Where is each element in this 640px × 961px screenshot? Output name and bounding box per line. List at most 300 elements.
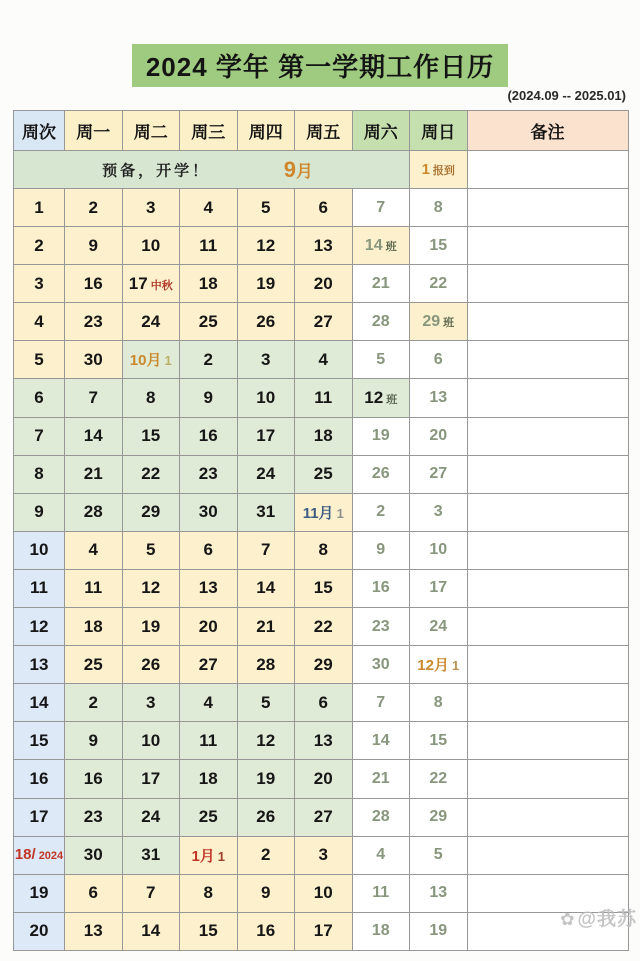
cell-text: 5 [146, 540, 156, 560]
week-row [14, 836, 629, 874]
day-cell [295, 836, 353, 874]
week-row [14, 303, 629, 341]
cell-text: 21 [256, 616, 276, 636]
day-cell [237, 341, 295, 379]
cell-text: 25 [198, 807, 218, 827]
column-header-周日: 周日 [410, 111, 468, 151]
day-cell [352, 189, 410, 227]
day-cell [180, 608, 238, 646]
cell-text: 27 [313, 807, 333, 827]
day-cell [180, 341, 238, 379]
month-banner [14, 151, 410, 189]
cell-text: 6 [203, 540, 213, 560]
week-number-cell [14, 760, 65, 798]
banner-month-number: 9 [283, 156, 297, 182]
cell-text: 20 [29, 921, 49, 941]
day-cell [295, 760, 353, 798]
day-cell [410, 265, 468, 303]
cell-text: 23 [83, 807, 103, 827]
cell-text: 21 [83, 464, 103, 484]
cell-text: 中秋 [150, 279, 173, 292]
column-header-周六: 周六 [352, 111, 410, 151]
day-cell [295, 455, 353, 493]
cell-text: 28 [371, 808, 390, 826]
cell-text: 14 [29, 692, 49, 712]
day-cell [352, 798, 410, 836]
cell-text: 27 [313, 311, 333, 331]
cell-text: 24 [256, 464, 276, 484]
cell-text: 9 [34, 502, 44, 522]
day-cell [352, 531, 410, 569]
note-cell [467, 608, 628, 646]
day-cell [237, 379, 295, 417]
cell-text: 11月 [302, 504, 334, 522]
week-row [14, 608, 629, 646]
day-cell [295, 189, 353, 227]
day-cell [410, 341, 468, 379]
week-number-cell [14, 722, 65, 760]
day-cell [122, 874, 180, 912]
week-row [14, 646, 629, 684]
day-cell [65, 455, 123, 493]
cell-text: 3 [34, 273, 44, 293]
cell-text: 8 [146, 388, 156, 408]
cell-text: 14 [256, 578, 276, 598]
cell-text: 10 [141, 235, 161, 255]
cell-text: 3 [433, 503, 443, 521]
day-cell [410, 379, 468, 417]
cell-text: 9 [88, 730, 98, 750]
day-cell [352, 341, 410, 379]
day-cell [237, 798, 295, 836]
cell-text: 19 [29, 883, 49, 903]
week-row [14, 493, 629, 531]
date-range: (2024.09 -- 2025.01) [507, 88, 626, 103]
cell-text: 10 [313, 883, 333, 903]
day-cell [180, 455, 238, 493]
day-cell [410, 227, 468, 265]
week-number-cell [14, 912, 65, 950]
day-cell [295, 874, 353, 912]
cell-text: 7 [261, 540, 271, 560]
week-row [14, 722, 629, 760]
day-cell [237, 684, 295, 722]
cell-text: 7 [146, 883, 156, 903]
cell-text: 5 [433, 846, 443, 864]
day-cell [352, 684, 410, 722]
cell-text: 23 [83, 311, 103, 331]
cell-text: 22 [141, 464, 161, 484]
cell-text: 18 [198, 273, 218, 293]
cell-text: 13 [83, 921, 103, 941]
cell-text: 30 [83, 845, 103, 865]
week-row [14, 569, 629, 607]
cell-text: 9 [203, 388, 213, 408]
day-cell [352, 379, 410, 417]
header-row [14, 111, 629, 151]
day-cell [180, 531, 238, 569]
day-cell [122, 760, 180, 798]
cell-text: 1 [336, 505, 344, 521]
cell-text: 8 [34, 464, 44, 484]
day-cell [237, 455, 295, 493]
day-cell [122, 265, 180, 303]
day-cell [237, 836, 295, 874]
week-number-cell [14, 455, 65, 493]
week-number-cell [14, 303, 65, 341]
day-cell [295, 265, 353, 303]
day-cell [237, 531, 295, 569]
day-cell [65, 265, 123, 303]
note-cell [467, 151, 628, 189]
day-cell [65, 417, 123, 455]
cell-text: 29 [429, 808, 448, 826]
cell-text: 12月 [417, 657, 449, 675]
day-cell [237, 760, 295, 798]
cell-text: 4 [203, 692, 213, 712]
cell-text: 31 [256, 502, 276, 522]
note-cell [467, 684, 628, 722]
column-header-周三: 周三 [180, 111, 238, 151]
cell-text: 1 [217, 848, 226, 864]
cell-text: 21 [371, 274, 390, 292]
week-row [14, 341, 629, 379]
day-cell [352, 227, 410, 265]
cell-text: 16 [29, 768, 49, 788]
note-cell [467, 531, 628, 569]
cell-text: 6 [433, 350, 443, 368]
cell-text: 24 [141, 311, 161, 331]
note-cell [467, 569, 628, 607]
day-cell [237, 608, 295, 646]
column-header-周四: 周四 [237, 111, 295, 151]
cell-text: 7 [376, 198, 386, 216]
day-cell [295, 646, 353, 684]
cell-text: 11 [314, 388, 333, 408]
cell-text: 27 [429, 465, 448, 483]
day-cell [65, 189, 123, 227]
title-wrap [0, 44, 640, 87]
cell-text: 1 [451, 658, 460, 674]
cell-text: 15 [429, 236, 448, 254]
page-title: 2024 学年 第一学期工作日历 [132, 44, 508, 87]
day-cell [237, 722, 295, 760]
cell-text: 1 [34, 197, 44, 217]
column-header-备注: 备注 [467, 111, 628, 151]
day-cell [295, 379, 353, 417]
cell-text: 14 [364, 236, 383, 254]
cell-text: 16 [371, 579, 390, 597]
day-cell [237, 189, 295, 227]
day-cell [65, 684, 123, 722]
note-cell [467, 303, 628, 341]
day-cell [352, 303, 410, 341]
day-cell [295, 722, 353, 760]
cell-text: 1 [164, 353, 172, 369]
cell-text: 10 [429, 541, 448, 559]
day-cell [352, 836, 410, 874]
cell-text: 13 [198, 578, 218, 598]
cell-text: 22 [429, 274, 448, 292]
cell-text: 22 [429, 769, 448, 787]
day-cell [65, 798, 123, 836]
note-cell [467, 798, 628, 836]
day-cell [180, 569, 238, 607]
cell-text: 班 [386, 394, 398, 407]
cell-text: 13 [429, 389, 448, 407]
week-number-cell [14, 646, 65, 684]
cell-text: 报到 [432, 164, 455, 177]
week-number-cell [14, 493, 65, 531]
day-cell [410, 189, 468, 227]
day-cell [237, 303, 295, 341]
day-cell [180, 646, 238, 684]
day-cell [122, 341, 180, 379]
cell-text: 17 [128, 273, 148, 293]
day-cell [410, 608, 468, 646]
cell-text: 12 [29, 616, 49, 636]
day-cell [237, 417, 295, 455]
cell-text: 15 [429, 731, 448, 749]
day-cell [65, 493, 123, 531]
day-cell [410, 912, 468, 950]
day-cell [352, 760, 410, 798]
day-cell [180, 303, 238, 341]
week-row [14, 265, 629, 303]
cell-text: 1月 [191, 847, 215, 865]
cell-text: 8 [433, 198, 443, 216]
day-cell [122, 303, 180, 341]
day-cell [237, 874, 295, 912]
cell-text: 18 [198, 768, 218, 788]
day-cell [352, 912, 410, 950]
note-cell [467, 836, 628, 874]
week-row [14, 455, 629, 493]
cell-text: 17 [141, 768, 161, 788]
cell-text: 5 [34, 349, 44, 369]
week-number-cell [14, 341, 65, 379]
cell-text: 3 [318, 845, 328, 865]
day-cell [295, 417, 353, 455]
cell-text: 13 [313, 730, 333, 750]
cell-text: 30 [83, 349, 103, 369]
cell-text: 5 [376, 350, 386, 368]
watermark [560, 904, 637, 931]
day-cell [122, 417, 180, 455]
cell-text: 25 [313, 464, 333, 484]
cell-text: 30 [198, 502, 218, 522]
day-cell [122, 531, 180, 569]
cell-text: 27 [198, 654, 218, 674]
cell-text: 4 [203, 197, 213, 217]
cell-text: 17 [313, 921, 333, 941]
cell-text: 17 [429, 579, 448, 597]
cell-text: 20 [429, 427, 448, 445]
cell-text: 18 [371, 922, 390, 940]
note-cell [467, 493, 628, 531]
note-cell [467, 265, 628, 303]
cell-text: 4 [88, 540, 98, 560]
day-cell [122, 569, 180, 607]
cell-text: 2 [261, 845, 271, 865]
cell-text: 12 [256, 730, 276, 750]
cell-text: 6 [88, 883, 98, 903]
cell-text: 13 [29, 654, 49, 674]
cell-text: 11 [199, 235, 218, 255]
week-number-cell [14, 874, 65, 912]
cell-text: 25 [83, 654, 103, 674]
day-cell [65, 303, 123, 341]
cell-text: 15 [313, 578, 333, 598]
day-cell [410, 569, 468, 607]
cell-text: 18 [83, 616, 103, 636]
cell-text: 17 [29, 807, 49, 827]
day-cell [410, 646, 468, 684]
day-cell [122, 912, 180, 950]
note-cell [467, 379, 628, 417]
note-cell [467, 189, 628, 227]
cell-text: 20 [198, 616, 218, 636]
day-cell [295, 341, 353, 379]
day-cell [410, 760, 468, 798]
day-cell [122, 646, 180, 684]
signup-day-cell [410, 151, 468, 189]
cell-text: 8 [203, 883, 213, 903]
day-cell [295, 684, 353, 722]
column-header-周一: 周一 [65, 111, 123, 151]
week-row [14, 798, 629, 836]
cell-text: 17 [256, 426, 276, 446]
cell-text: 6 [318, 197, 328, 217]
cell-text: 10 [256, 388, 276, 408]
cell-text: 2 [203, 349, 213, 369]
day-cell [65, 874, 123, 912]
cell-text: 22 [313, 616, 333, 636]
day-cell [410, 874, 468, 912]
cell-text: 30 [371, 655, 390, 673]
cell-text: 16 [83, 273, 103, 293]
note-cell [467, 417, 628, 455]
cell-text: 2 [34, 235, 44, 255]
cell-text: 20 [313, 768, 333, 788]
day-cell [180, 684, 238, 722]
week-number-cell [14, 608, 65, 646]
cell-text: 25 [198, 311, 218, 331]
banner-month-unit: 月 [296, 161, 314, 181]
cell-text: 19 [371, 427, 390, 445]
day-cell [180, 417, 238, 455]
cell-text: 29 [141, 502, 161, 522]
cell-text: 26 [256, 311, 276, 331]
day-cell [410, 722, 468, 760]
cell-text: 19 [141, 616, 161, 636]
cell-text: 19 [256, 768, 276, 788]
day-cell [352, 569, 410, 607]
cell-text: 23 [198, 464, 218, 484]
cell-text: 2024 [38, 850, 64, 863]
cell-text: 6 [34, 388, 44, 408]
day-cell [122, 493, 180, 531]
day-cell [65, 608, 123, 646]
day-cell [122, 455, 180, 493]
cell-text: 24 [429, 617, 448, 635]
note-cell [467, 341, 628, 379]
watermark-text: @我苏 [577, 909, 637, 930]
day-cell [65, 836, 123, 874]
day-cell [180, 493, 238, 531]
week-row [14, 227, 629, 265]
day-cell [352, 493, 410, 531]
day-cell [122, 684, 180, 722]
day-cell [65, 912, 123, 950]
day-cell [122, 722, 180, 760]
cell-text: 9 [88, 235, 98, 255]
cell-text: 18 [313, 426, 333, 446]
day-cell [352, 646, 410, 684]
day-cell [295, 227, 353, 265]
cell-text: 16 [83, 768, 103, 788]
note-cell [467, 227, 628, 265]
day-cell [295, 798, 353, 836]
cell-text: 13 [313, 235, 333, 255]
cell-text: 28 [371, 312, 390, 330]
week-number-cell [14, 227, 65, 265]
day-cell [65, 531, 123, 569]
note-cell [467, 722, 628, 760]
note-cell [467, 455, 628, 493]
cell-text: 13 [429, 884, 448, 902]
day-cell [295, 303, 353, 341]
day-cell [237, 493, 295, 531]
day-cell [65, 569, 123, 607]
day-cell [65, 722, 123, 760]
cell-text: 28 [83, 502, 103, 522]
cell-text: 5 [261, 692, 271, 712]
day-cell [65, 646, 123, 684]
column-header-周次: 周次 [14, 111, 65, 151]
day-cell [410, 836, 468, 874]
column-header-周二: 周二 [122, 111, 180, 151]
calendar-table [13, 110, 629, 951]
day-cell [65, 379, 123, 417]
cell-text: 12 [256, 235, 276, 255]
cell-text: 11 [30, 578, 48, 598]
day-cell [65, 341, 123, 379]
week-row [14, 760, 629, 798]
banner-month-label [284, 157, 313, 183]
day-cell [180, 836, 238, 874]
cell-text: 7 [34, 426, 44, 446]
cell-text: 班 [385, 240, 397, 253]
cell-text: 26 [256, 807, 276, 827]
cell-text: 29 [422, 312, 441, 330]
day-cell [295, 569, 353, 607]
cell-text: 21 [371, 769, 390, 787]
week-number-cell [14, 531, 65, 569]
cell-text: 14 [141, 921, 161, 941]
cell-text: 28 [256, 654, 276, 674]
week-row [14, 417, 629, 455]
cell-text: 7 [88, 388, 98, 408]
cell-text: 3 [146, 197, 156, 217]
note-cell [467, 760, 628, 798]
cell-text: 10 [141, 730, 161, 750]
cell-text: 2 [88, 692, 98, 712]
week-number-cell [14, 379, 65, 417]
day-cell [180, 798, 238, 836]
day-cell [410, 417, 468, 455]
week-row [14, 531, 629, 569]
